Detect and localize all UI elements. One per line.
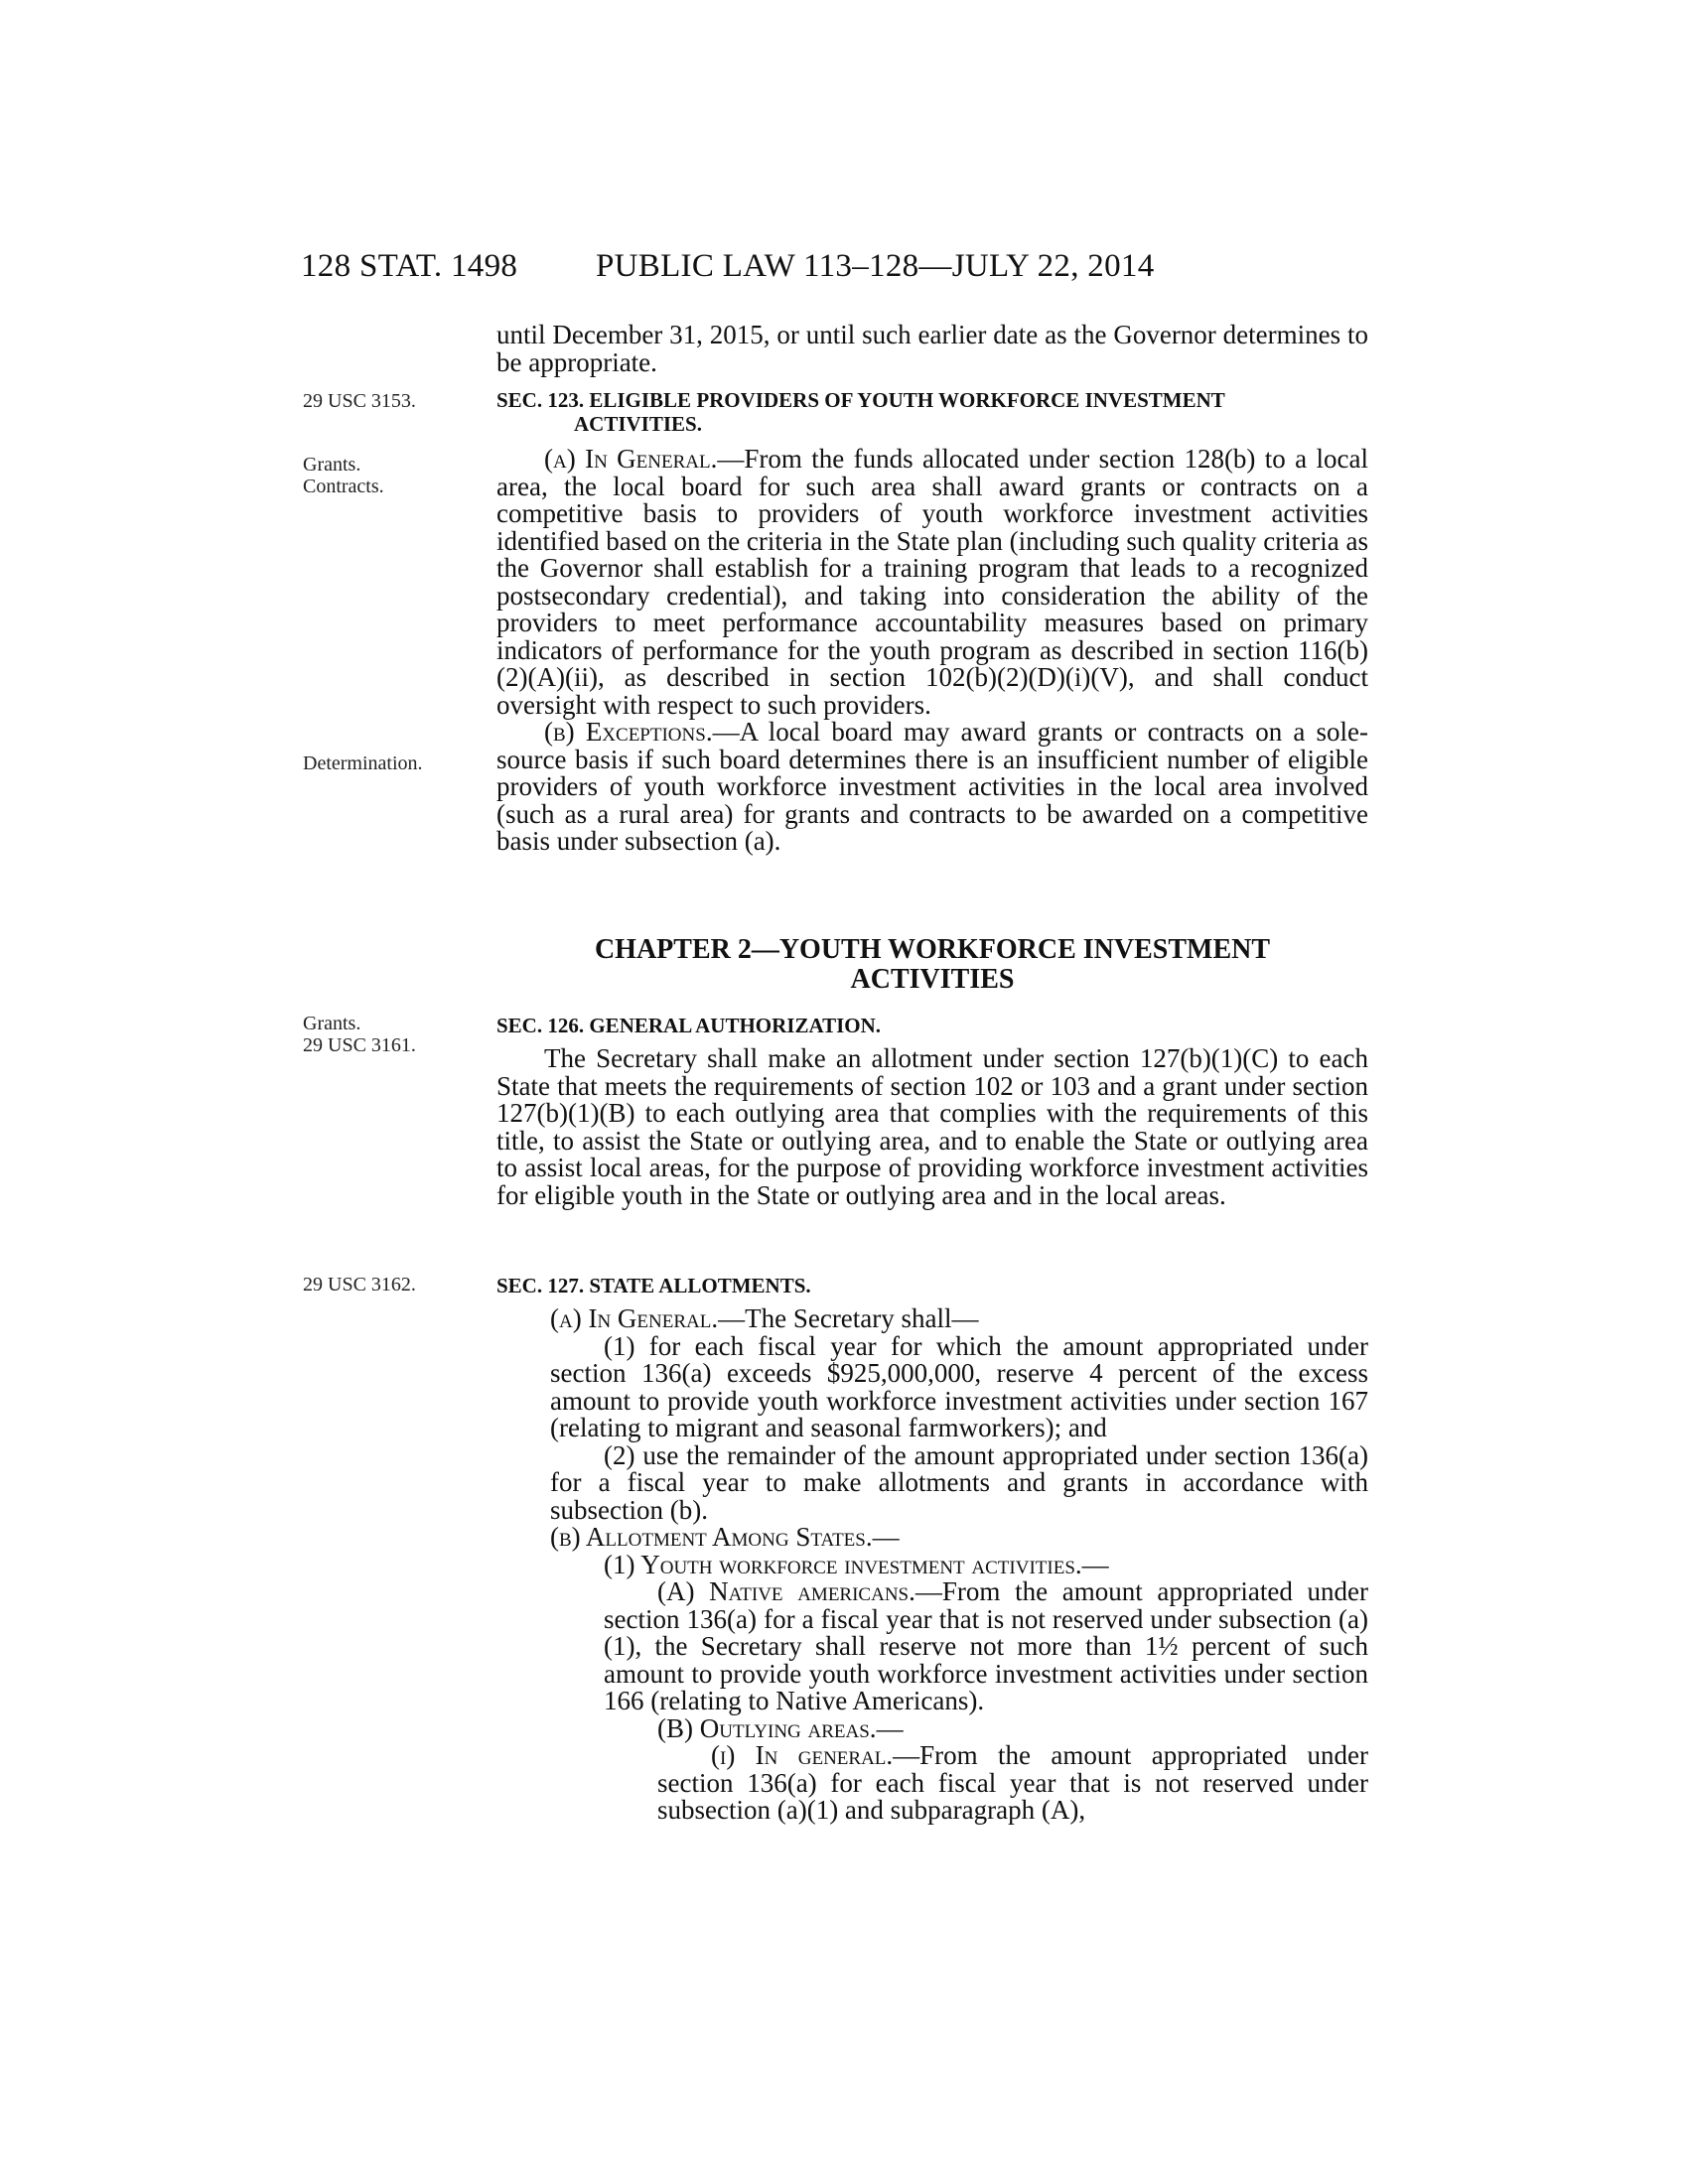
clause-text: —From the amount appropriated under section 136(a) for each fiscal year that is not reserved under subsection (a)(1) and subparagraph (A), (657, 1740, 1368, 1825)
subsection-dash: — (872, 1522, 900, 1552)
margin-note-line: Contracts. (303, 476, 384, 497)
intro-block (496, 322, 1368, 376)
chapter-heading-line1: CHAPTER 2—YOUTH WORKFORCE INVESTMENT (594, 934, 1271, 965)
subparagraph-dash: — (876, 1712, 904, 1743)
subparagraph-b1B (496, 1712, 1368, 1743)
section-123-subsection-b (496, 719, 1368, 856)
margin-note-grants-contracts (303, 454, 384, 497)
subparagraph-label: (B) Outlying areas. (657, 1712, 877, 1743)
margin-note-line: 29 USC 3161. (303, 1034, 416, 1056)
section-126-text: The Secretary shall make an allotment under section 127(b)(1)(C) to each State that meets the requirements of section 102 or 103 and a grant under section 127(b)(1)(B) to each outlying area that complies with the requirements of this title, to assist the State or outlying area, and to enable the State or outlying area to assist local areas, for the purpose of providing workforce investment activities for eligible youth in the State or outlying area and in the local areas. (496, 1043, 1368, 1210)
section-127 (496, 1274, 1368, 1825)
subsection-text: —From the funds allocated under section 128(b) to a local area, the local board for such area shall award grants or contracts on a competitive basis to providers of youth workforce investment activities identified based on the criteria in the State plan (including such quality criteria as the Governor shall establish for a training program that leads to a recognized postsecondary credential), and taking into consideration the ability of the providers to meet performance accountability measures based on primary indicators of performance for the youth program as described in section 116(b)(2)(A)(ii), as described in section 102(b)(2)(D)(i)(V), and shall conduct oversight with respect to such providers. (496, 444, 1368, 720)
paragraph-a1: (1) for each fiscal year for which the amount appropriated under section 136(a) exceeds $925,000,000, reserve 4 percent of the excess amount to provide youth workforce investment activities under section 167 (relating to migrant and seasonal farmworkers); and (550, 1330, 1368, 1442)
section-126-heading: SEC. 126. GENERAL AUTHORIZATION. (496, 1014, 882, 1037)
public-law-title: PUBLIC LAW 113–128—JULY 22, 2014 (596, 248, 1155, 284)
section-127-heading: SEC. 127. STATE ALLOTMENTS. (496, 1274, 811, 1297)
paragraph-b1 (496, 1549, 1368, 1579)
section-127-subsection-b (496, 1524, 1368, 1552)
clause-label: (i) In general. (711, 1740, 894, 1770)
section-123-subsection-a (496, 446, 1368, 719)
margin-note-usc-3153: 29 USC 3153. (303, 390, 416, 412)
chapter-heading-line2: ACTIVITIES (850, 964, 1015, 995)
subsection-text: —A local board may award grants or contracts on a sole-source basis if such board determines there is an insufficient number of eligible providers of youth workforce investment activities in the local area involved (such as a rural area) for grants and contracts to be awarded on a competitive basis under subsection (a). (496, 717, 1368, 856)
subsection-label: (b) Allotment Among States. (550, 1522, 873, 1552)
clause-b1Bi (496, 1742, 1368, 1825)
margin-note-line: Grants. (303, 454, 361, 476)
section-123-heading-line1: SEC. 123. ELIGIBLE PROVIDERS OF YOUTH WORKFORCE INVESTMENT (496, 388, 1225, 412)
intro-paragraph: until December 31, 2015, or until such earlier date as the Governor determines to be appropriate. (496, 320, 1368, 377)
subsection-label: (b) Exceptions. (544, 717, 713, 747)
section-123-heading-line2: ACTIVITIES. (574, 412, 702, 436)
margin-note-determination: Determination. (303, 752, 423, 774)
section-126 (496, 1014, 1368, 1209)
subsection-label: (a) In General. (544, 444, 718, 474)
subparagraph-label: (A) Native americans. (657, 1576, 915, 1606)
subparagraph-b1A (496, 1578, 1368, 1715)
chapter-2-heading (496, 935, 1368, 995)
section-123 (496, 388, 1368, 856)
paragraph-dash: — (1081, 1549, 1109, 1579)
margin-note-line: Grants. (303, 1013, 361, 1034)
subsection-text: —The Secretary shall— (718, 1303, 979, 1333)
section-123-heading (496, 388, 1368, 436)
section-127-subsection-a (496, 1305, 1368, 1333)
paragraph-label: (1) Youth workforce investment activities. (604, 1549, 1082, 1579)
subsection-label: (a) In General. (550, 1303, 719, 1333)
margin-note-grants-usc-3161 (303, 1013, 416, 1056)
subparagraph-text: —From the amount appropriated under section 136(a) for a fiscal year that is not reserved under subsection (a)(1), the Secretary shall reserve not more than 1½ percent of such amount to provide youth workforce investment activities under section 166 (relating to Native Americans). (604, 1576, 1368, 1715)
margin-note-usc-3162: 29 USC 3162. (303, 1274, 416, 1296)
stat-page-reference: 128 STAT. 1498 (301, 248, 518, 284)
paragraph-a2: (2) use the remainder of the amount appropriated under section 136(a) for a fiscal year to make allotments and grants in accordance with subsection (b). (550, 1439, 1368, 1525)
